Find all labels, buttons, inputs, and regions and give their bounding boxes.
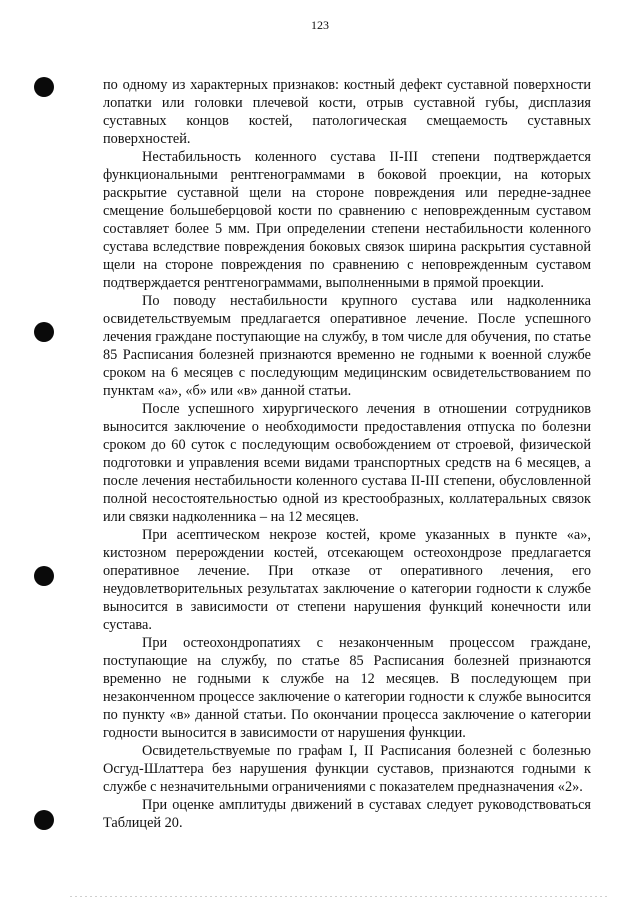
paragraph-surgical-treatment: По поводу нестабильности крупного сустава или надколенника освидетельствуемым предлагается оперативное лечение. После успешного лечения граждане поступающие на службу, в том числе для обучения, по статье 85 Расписания болезней признаются временно не годными к военной службе сроком на 6 месяцев с последующим медицинским освидетельствованием по пунктам «а», «б» или «в» данной статьи.: [103, 293, 591, 399]
paragraph-osgood-schlatter: Освидетельствуемые по графам I, II Расписания болезней с болезнью Осгуд-Шлаттера без нарушения функции суставов, признаются годными к службе с незначительными ограничениями с показателем предназначения «2».: [103, 743, 591, 795]
scan-edge-line: [70, 896, 610, 897]
paragraph-continuation: по одному из характерных признаков: костный дефект суставной поверхности лопатки или головки плечевой кости, отрыв суставной губы, дисплазия суставных концов костей, патологическая смещаемость суставных поверхностей.: [103, 77, 591, 147]
paragraph-knee-instability: Нестабильность коленного сустава II-III степени подтверждается функциональными рентгенограммами в боковой проекции, на которых раскрытие суставной щели на стороне повреждения или передне-заднее смещение большеберцовой кости по сравнению с неповрежденным суставом составляет более 5 мм. При определении степени нестабильности коленного сустава вследствие повреждения боковых связок ширина раскрытия суставной щели на стороне повреждения по сравнению с неповрежденным суставом подтверждается рентгенограммами, выполненными в прямой проекции.: [103, 149, 591, 291]
paragraph-after-surgery: После успешного хирургического лечения в отношении сотрудников выносится заключение о необходимости предоставления отпуска по болезни сроком до 60 суток с последующим освобождением от строевой, физической подготовки и управления всеми видами транспортных средств на 6 месяцев, а после лечения нестабильности коленного сустава II-III степени, обусловленной полной несостоятельностью одной из крестообразных, коллатеральных связок или связки надколенника – на 12 месяцев.: [103, 401, 591, 525]
page-number: 123: [311, 18, 329, 32]
paragraph-osteochondropathy: При остеохондропатиях с незаконченным процессом граждане, поступающие на службу, по статье 85 Расписания болезней признаются временно не годными к службе на 12 месяцев. В последующем при незаконченном процессе заключение о категории годности к службе выносится по пункту «в» данной статьи. По окончании процесса заключение о категории годности выносится в зависимости от нарушения функции.: [103, 635, 591, 741]
paragraph-aseptic-necrosis: При асептическом некрозе костей, кроме указанных в пункте «а», кистозном перерождении костей, отсекающем остеохондрозе предлагается оперативное лечение. При отказе от оперативного лечения, его неудовлетворительных результатах заключение о категории годности к службе выносится в зависимости от степени нарушения функций конечности или сустава.: [103, 527, 591, 633]
binder-hole-3: [34, 566, 54, 586]
document-body: [103, 76, 591, 832]
binder-hole-4: [34, 810, 54, 830]
binder-hole-1: [34, 77, 54, 97]
binder-hole-2: [34, 322, 54, 342]
paragraph-table-reference: При оценке амплитуды движений в суставах следует руководствоваться Таблицей 20.: [103, 797, 591, 831]
